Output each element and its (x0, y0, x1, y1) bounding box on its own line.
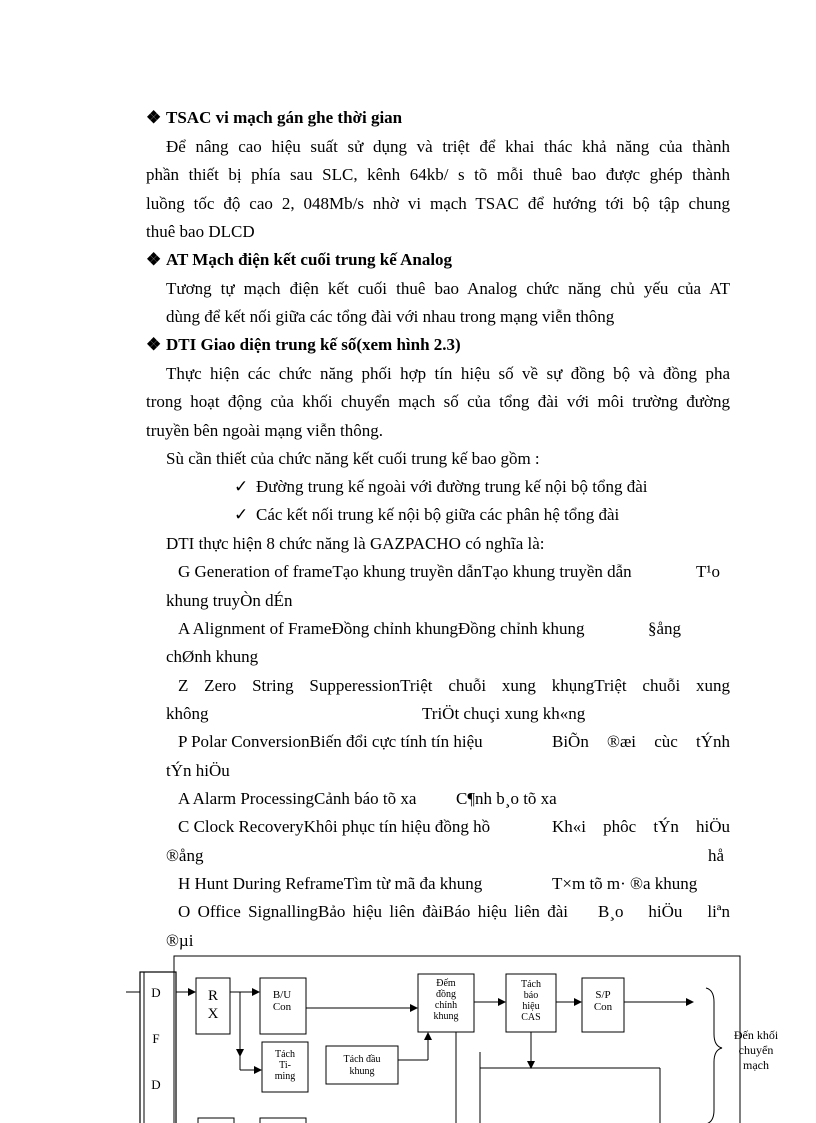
outer-frame (174, 956, 740, 1123)
diamond-bullet-icon: ❖ (146, 108, 162, 127)
paragraph-line: phần thiết bị phía sau SLC, kênh 64kb/ s tõ mỗi thuê bao được ghép thành (146, 165, 730, 184)
den-khoi-label-3: mạch (743, 1058, 769, 1072)
function-line-legacy: tÝn hiÖu (166, 761, 230, 780)
paragraph-line: luồng tốc độ cao 2, 048Mb/s nhờ vi mạch TSAC để hướng tới bộ tập chung (146, 194, 730, 213)
dfd-label-d1: D (151, 985, 161, 1000)
function-line-legacy: T¹o (696, 562, 720, 581)
function-line-legacy: chØnh khung (166, 647, 259, 666)
paragraph-line: Tương tự mạch điện kết cuối thuê bao Analog chức năng chủ yếu của AT (166, 279, 730, 298)
den-khoi-label-1: Đến khối (733, 1028, 779, 1042)
den-khoi-label-2: chuyển (738, 1043, 774, 1057)
function-line-legacy: Kh«i phôc tÝn hiÖu (552, 817, 730, 836)
function-line: Z Zero String SupperessionTriệt chuỗi xung khụngTriệt chuỗi xung (178, 676, 730, 695)
dem-label-3: chỉnh (434, 1000, 458, 1011)
heading-at (146, 250, 452, 270)
paragraph-line: Sù cần thiết của chức năng kết cuối trung kế bao gồm : (166, 449, 540, 468)
rx-label-x: X (207, 1006, 219, 1022)
bu-con-label-2: Con (272, 1001, 292, 1013)
sp-con-label-1: S/P (595, 989, 611, 1001)
cas-label-4: CAS (521, 1012, 541, 1023)
checklist-item (234, 477, 648, 497)
tach-timing-label-1: Tách (275, 1049, 295, 1060)
tach-dau-khung-label-1: Tách đầu (343, 1054, 381, 1065)
dti-block-diagram (120, 950, 816, 1123)
function-line-legacy: T×m tõ m· ®a khung (552, 874, 698, 893)
sp-con-label-2: Con (593, 1001, 613, 1013)
heading-dti (146, 335, 461, 355)
dem-label-4: khung (433, 1011, 459, 1022)
paragraph-line: truyền bên ngoài mạng viễn thông. (146, 421, 384, 440)
checkmark-icon: ✓ (234, 477, 249, 496)
tach-timing-label-2: Ti- (279, 1060, 291, 1071)
function-line: A Alignment of FrameĐồng chỉnh khungĐồng chỉnh khung (178, 619, 585, 638)
heading-tsac (146, 108, 402, 128)
function-line-legacy: hå (708, 846, 725, 865)
function-line-legacy: không (166, 704, 209, 723)
function-line-legacy: ®µi (166, 931, 194, 950)
checklist-item-text: Các kết nối trung kế nội bộ giữa các phân hệ tổng đài (256, 505, 620, 524)
bu-con-label-1: B/U (272, 989, 292, 1001)
function-line-legacy: khung truyÒn dÉn (166, 591, 293, 610)
function-line-legacy: TriÖt chuçi xung kh«ng (422, 704, 586, 723)
cas-label-1: Tách (521, 979, 541, 990)
function-line-legacy: ®ång (166, 846, 204, 865)
dem-label-2: đồng (436, 989, 456, 1000)
function-line: A Alarm ProcessingCảnh báo tõ xa (178, 789, 417, 808)
dfd-label-f: F (152, 1031, 160, 1046)
function-line-legacy: C¶nh b¸o tõ xa (456, 789, 557, 808)
rx-label-r: R (207, 988, 219, 1004)
lower-block-partial (260, 1118, 306, 1123)
diamond-bullet-icon: ❖ (146, 335, 162, 354)
function-line: H Hunt During ReframeTìm từ mã đa khung (178, 874, 483, 893)
function-line-legacy: B¸o hiÖu liªn (598, 902, 730, 921)
lower-block-partial (198, 1118, 234, 1123)
paragraph-line: DTI thực hiện 8 chức năng là GAZPACHO có nghĩa là: (166, 534, 545, 553)
dem-label-1: Đếm (436, 978, 456, 989)
function-line: P Polar ConversionBiến đổi cực tính tín hiệu (178, 732, 483, 751)
heading-dti-text: DTI Giao diện trung kế số(xem hình 2.3) (166, 335, 461, 354)
function-line: O Office SignallingBảo hiệu liên đàiBáo hiệu liên đài (178, 902, 568, 921)
function-line: C Clock RecoveryKhôi phục tín hiệu đồng hồ (178, 817, 491, 836)
tach-dau-khung-block (326, 1046, 398, 1084)
cas-label-3: hiệu (522, 1001, 540, 1012)
checkmark-icon: ✓ (234, 505, 249, 524)
function-line-legacy: BiÕn ®æi cùc tÝnh (552, 732, 730, 751)
paragraph-line: trong hoạt động của khối chuyển mạch số của tổng đài với môi trường đường (146, 392, 730, 411)
paragraph-line: Để nâng cao hiệu suất sử dụng và triệt để khai thác khả năng của thành (166, 137, 730, 156)
tach-timing-label-3: ming (274, 1071, 296, 1082)
paragraph-line: Thực hiện các chức năng phối hợp tín hiệu số về sự đồng bộ và đồng pha (166, 364, 730, 383)
heading-tsac-text: TSAC vi mạch gán ghe thời gian (166, 108, 403, 127)
dfd-label-d2: D (151, 1077, 161, 1092)
paragraph-line: thuê bao DLCD (146, 222, 255, 241)
function-line: G Generation of frameTạo khung truyền dẫnTạo khung truyền dẫn (178, 562, 632, 581)
checklist-item (234, 505, 619, 525)
function-line-legacy: §ång (648, 619, 682, 638)
tach-dau-khung-label-2: khung (349, 1066, 375, 1077)
checklist-item-text: Đường trung kế ngoài với đường trung kế nội bộ tổng đài (256, 477, 648, 496)
right-brace-icon (706, 988, 722, 1123)
paragraph-line: dùng để kết nối giữa các tổng đài với nhau trong mạng viễn thông (166, 307, 615, 326)
heading-at-text: AT Mạch điện kết cuối trung kế Analog (166, 250, 453, 269)
diamond-bullet-icon: ❖ (146, 250, 162, 269)
cas-label-2: báo (523, 990, 539, 1001)
